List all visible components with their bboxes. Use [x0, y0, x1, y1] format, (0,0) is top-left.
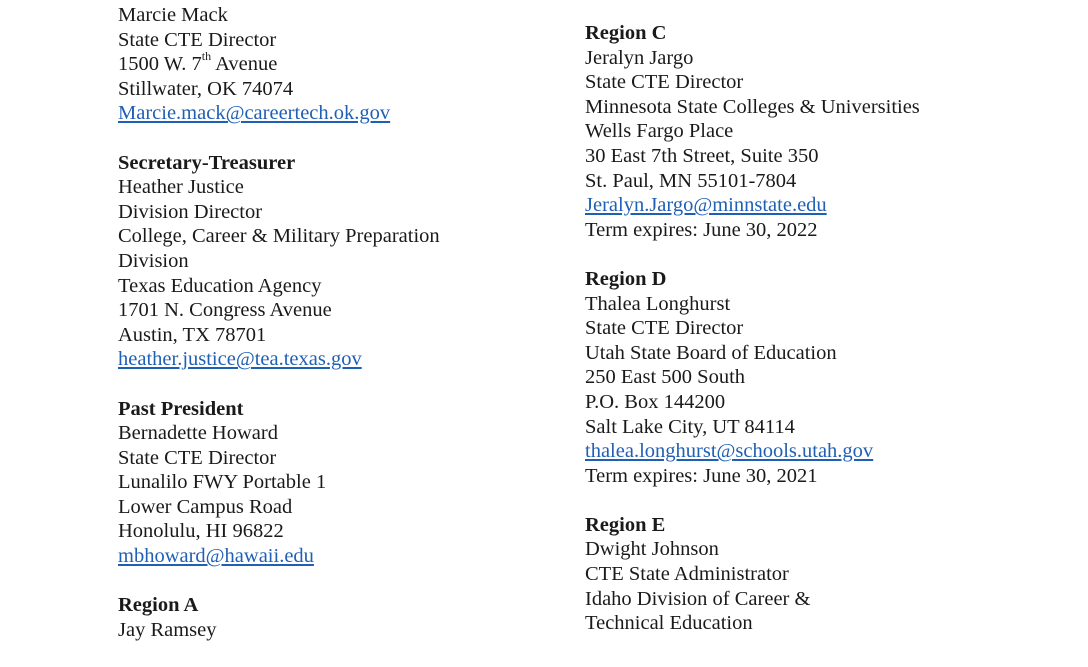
region-e-block — [585, 513, 1065, 636]
section-heading: Region A — [118, 594, 199, 617]
contact-title: State CTE Director — [585, 71, 744, 94]
address-superscript: th — [201, 49, 212, 64]
contact-name: Thalea Longhurst — [585, 292, 731, 315]
contact-department: Division — [118, 249, 189, 272]
section-heading: Region E — [585, 513, 666, 536]
contact-name: Jeralyn Jargo — [585, 46, 694, 69]
section-heading: Past President — [118, 397, 244, 420]
contact-name: Dwight Johnson — [585, 538, 719, 561]
contact-city: Salt Lake City, UT 84114 — [585, 415, 795, 438]
contact-city: Stillwater, OK 74074 — [118, 77, 294, 100]
section-heading: Region C — [585, 22, 667, 44]
contact-address: Lower Campus Road — [118, 495, 293, 518]
email-link[interactable]: Marcie.mack@careertech.ok.gov — [118, 102, 391, 125]
contact-title: CTE State Administrator — [585, 563, 789, 586]
email-link[interactable]: heather.justice@tea.texas.gov — [118, 348, 362, 371]
contact-name: Jay Ramsey — [118, 618, 217, 641]
contact-organization: Idaho Division of Career & — [585, 587, 811, 610]
contact-address: 30 East 7th Street, Suite 350 — [585, 144, 819, 167]
region-c-block — [585, 21, 1065, 242]
contact-title: State CTE Director — [118, 28, 277, 51]
past-president-block — [118, 397, 558, 569]
contact-organization: Minnesota State Colleges & Universities — [585, 95, 920, 118]
right-column — [585, 21, 1065, 660]
contact-address: Lunalilo FWY Portable 1 — [118, 471, 327, 494]
contact-title: State CTE Director — [585, 317, 744, 340]
contact-organization: Texas Education Agency — [118, 274, 322, 297]
contact-organization: Utah State Board of Education — [585, 341, 837, 364]
contact-address: 1701 N. Congress Avenue — [118, 299, 332, 322]
address-part: Avenue — [211, 53, 278, 76]
contact-address: 250 East 500 South — [585, 366, 746, 389]
contact-city: Honolulu, HI 96822 — [118, 520, 284, 543]
contact-title: Division Director — [118, 200, 263, 223]
contact-building: Wells Fargo Place — [585, 120, 734, 143]
term-expiry: Term expires: June 30, 2022 — [585, 218, 818, 241]
email-link[interactable]: mbhoward@hawaii.edu — [118, 545, 314, 568]
region-a-block — [118, 593, 558, 642]
section-heading: Secretary-Treasurer — [118, 151, 296, 174]
contact-address — [118, 49, 558, 77]
contact-name: Heather Justice — [118, 176, 244, 199]
contact-name: Bernadette Howard — [118, 422, 278, 445]
left-column — [118, 3, 558, 667]
email-link[interactable]: thalea.longhurst@schools.utah.gov — [585, 440, 874, 463]
region-d-block — [585, 267, 1065, 488]
contact-city: Austin, TX 78701 — [118, 323, 267, 346]
section-heading: Region D — [585, 267, 667, 290]
contact-pobox: P.O. Box 144200 — [585, 390, 726, 413]
contact-title: State CTE Director — [118, 446, 277, 469]
email-link[interactable]: Jeralyn.Jargo@minnstate.edu — [585, 194, 827, 217]
secretary-treasurer-block — [118, 151, 558, 372]
address-part: 1500 W. 7 — [118, 53, 202, 76]
contact-department: College, Career & Military Preparation — [118, 225, 440, 248]
contact-organization: Technical Education — [585, 612, 753, 635]
contact-name: Marcie Mack — [118, 4, 228, 26]
term-expiry: Term expires: June 30, 2021 — [585, 464, 818, 487]
contact-city: St. Paul, MN 55101-7804 — [585, 169, 797, 192]
president-contact-block — [118, 3, 558, 126]
